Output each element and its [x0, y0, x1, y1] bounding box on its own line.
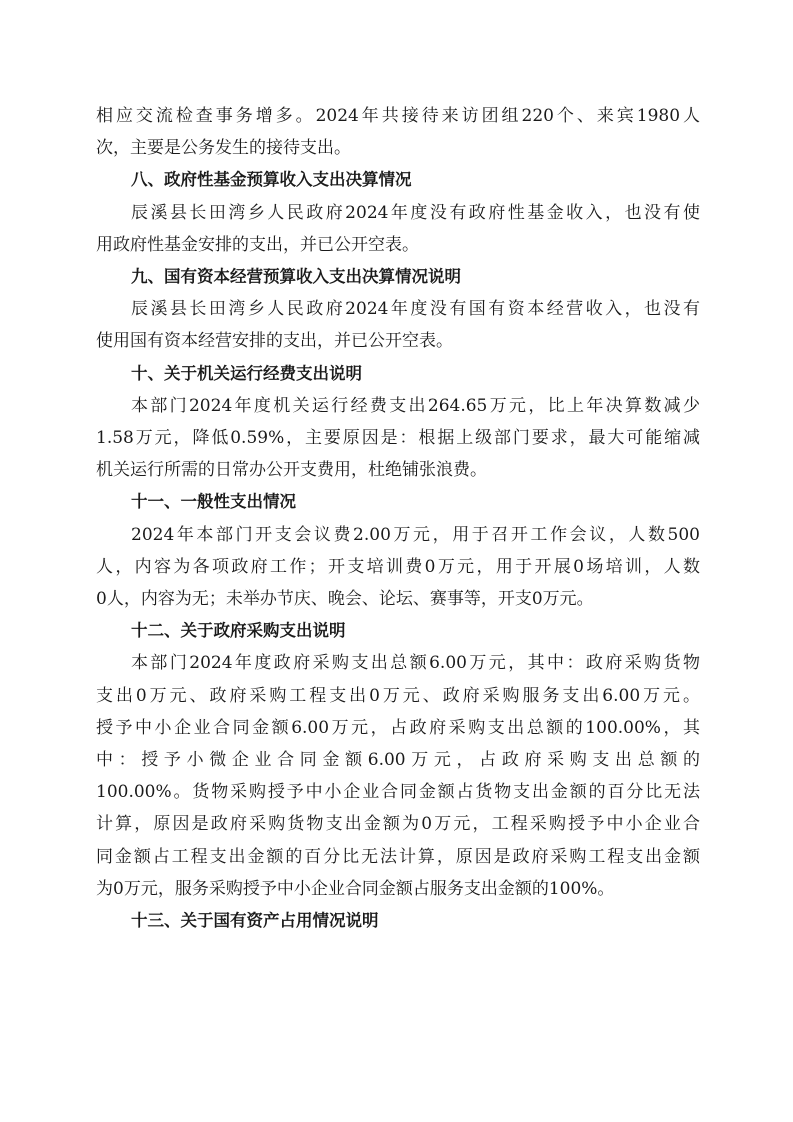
paragraph-line: 1.58万元，降低0.59%，主要原因是：根据上级部门要求，最大可能缩减: [96, 428, 700, 449]
paragraph-line: 人，内容为各项政府工作；开支培训费0万元，用于开展0场培训，人数: [96, 556, 700, 577]
section-heading-11: 十一、一般性支出情况: [131, 492, 296, 512]
paragraph-line: 本部门2024年度机关运行经费支出264.65万元，比上年决算数减少: [131, 395, 700, 416]
paragraph-line: 中：授予小微企业合同金额6.00万元，占政府采购支出总额的: [96, 750, 700, 771]
paragraph-line: 使用国有资本经营安排的支出，并已公开空表。: [96, 331, 453, 352]
paragraph-line: 同金额占工程支出金额的百分比无法计算，原因是政府采购工程支出金额: [96, 846, 700, 867]
paragraph-line: 次，主要是公务发生的接待支出。: [96, 138, 351, 159]
paragraph-line: 机关运行所需的日常办公开支费用，杜绝铺张浪费。: [96, 460, 487, 481]
paragraph-line: 用政府性基金安排的支出，并已公开空表。: [96, 234, 419, 255]
section-heading-9: 九、国有资本经营预算收入支出决算情况说明: [131, 267, 461, 287]
section-heading-10: 十、关于机关运行经费支出说明: [131, 363, 362, 383]
paragraph-line: 相应交流检查事务增多。2024年共接待来访团组220个、来宾1980人: [96, 106, 700, 126]
section-heading-13: 十三、关于国有资产占用情况说明: [131, 911, 379, 931]
paragraph-line: 100.00%。货物采购授予中小企业合同金额占货物支出金额的百分比无法: [96, 782, 700, 803]
paragraph-line: 辰溪县长田湾乡人民政府2024年度没有国有资本经营收入，也没有: [131, 299, 700, 320]
paragraph-line: 计算，原因是政府采购货物支出金额为0万元，工程采购授予中小企业合: [96, 814, 700, 835]
paragraph-line: 0人，内容为无；未举办节庆、晚会、论坛、赛事等，开支0万元。: [96, 589, 594, 610]
paragraph-line: 2024年本部门开支会议费2.00万元，用于召开工作会议，人数500: [131, 524, 700, 545]
section-heading-8: 八、政府性基金预算收入支出决算情况: [131, 170, 412, 190]
paragraph-line: 本部门2024年度政府采购支出总额6.00万元，其中：政府采购货物: [131, 653, 700, 674]
paragraph-line: 辰溪县长田湾乡人民政府2024年度没有政府性基金收入，也没有使: [131, 202, 700, 223]
section-heading-12: 十二、关于政府采购支出说明: [131, 621, 346, 641]
document-body: [96, 100, 700, 937]
paragraph-line: 授予中小企业合同金额6.00万元，占政府采购支出总额的100.00%，其: [96, 717, 700, 738]
paragraph-line: 支出0万元、政府采购工程支出0万元、政府采购服务支出6.00万元。: [96, 685, 700, 706]
paragraph-line: 为0万元，服务采购授予中小企业合同金额占服务支出金额的100%。: [96, 878, 615, 899]
